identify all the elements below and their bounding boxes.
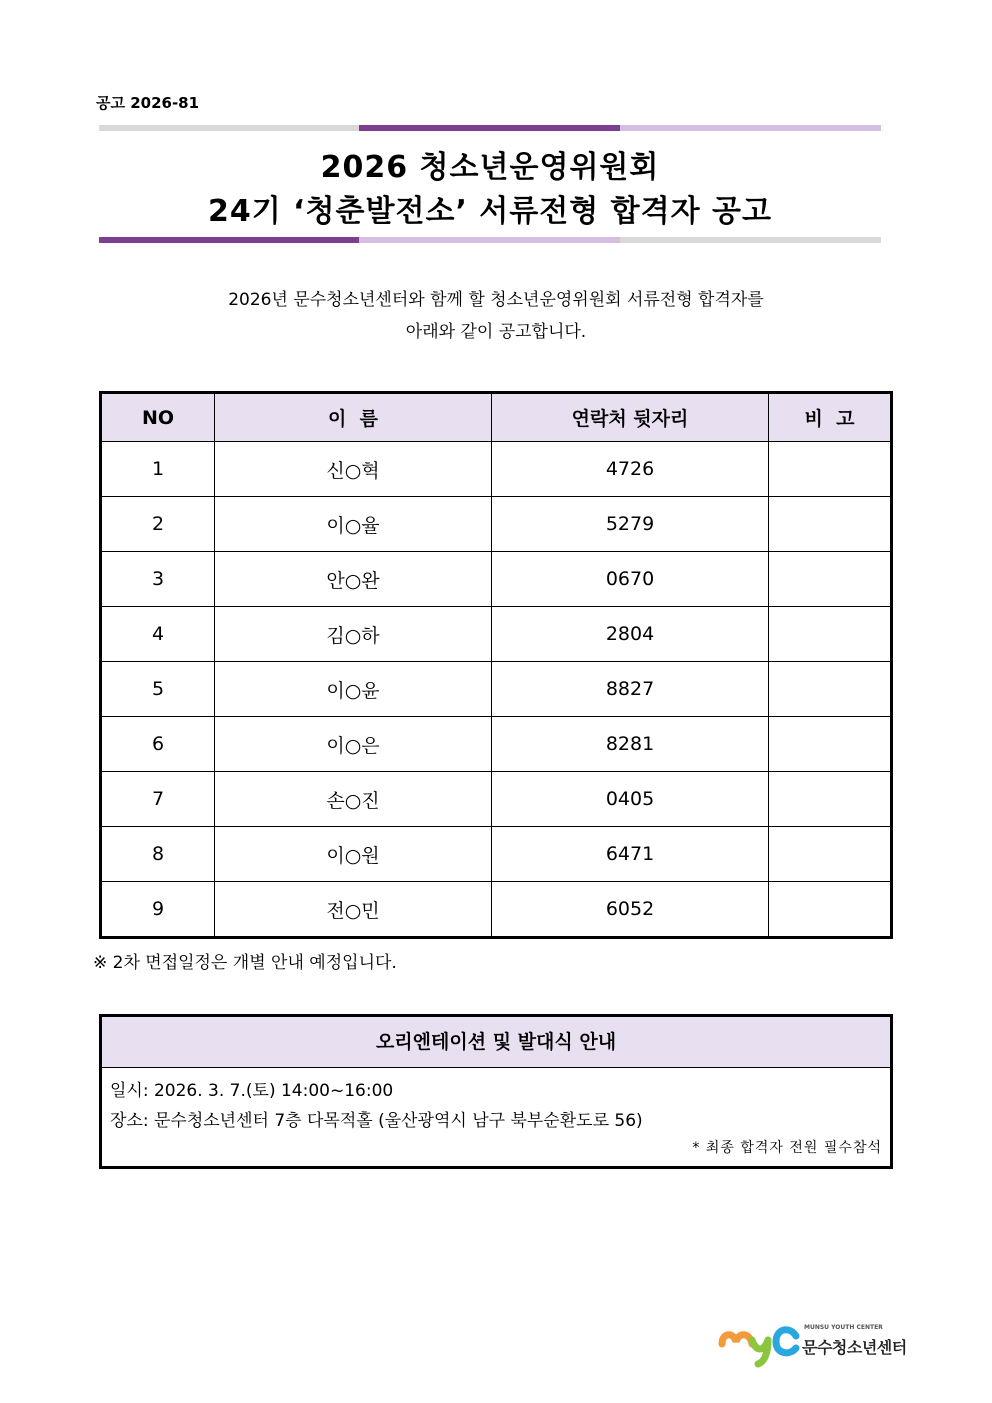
- cell-name: 이○윤: [215, 662, 492, 717]
- bottom-bar-purple: [99, 237, 359, 243]
- col-header-name: 이 름: [215, 393, 492, 442]
- cell-phone: 6052: [492, 882, 769, 938]
- top-bar-light-purple: [620, 125, 881, 131]
- results-table: [99, 391, 893, 939]
- table-row: [101, 772, 892, 827]
- cell-no: 8: [101, 827, 215, 882]
- cell-note: [769, 882, 892, 938]
- info-place: 장소: 문수청소년센터 7층 다목적홀 (울산광역시 남구 북부순환도로 56): [110, 1111, 643, 1131]
- cell-name: 김○하: [215, 607, 492, 662]
- cell-note: [769, 662, 892, 717]
- cell-phone: 5279: [492, 497, 769, 552]
- table-row: [101, 442, 892, 497]
- cell-no: 3: [101, 552, 215, 607]
- col-header-note: 비 고: [769, 393, 892, 442]
- cell-name: 안○완: [215, 552, 492, 607]
- cell-name: 전○민: [215, 882, 492, 938]
- table-row: [101, 552, 892, 607]
- cell-name: 이○은: [215, 717, 492, 772]
- info-body: [102, 1068, 890, 1166]
- cell-phone: 0405: [492, 772, 769, 827]
- cell-no: 2: [101, 497, 215, 552]
- cell-note: [769, 772, 892, 827]
- cell-phone: 8281: [492, 717, 769, 772]
- orientation-info-box: [99, 1014, 893, 1169]
- bottom-bar-grey: [620, 237, 881, 243]
- cell-note: [769, 497, 892, 552]
- cell-note: [769, 607, 892, 662]
- col-header-no: NO: [101, 393, 215, 442]
- page-title-line1: 2026 청소년운영위원회: [320, 150, 660, 185]
- table-row: [101, 882, 892, 938]
- cell-note: [769, 552, 892, 607]
- cell-phone: 0670: [492, 552, 769, 607]
- logo-english-text: MUNSU YOUTH CENTER: [804, 1324, 883, 1331]
- table-row: [101, 662, 892, 717]
- notice-number: 공고 2026-81: [96, 94, 200, 112]
- cell-no: 7: [101, 772, 215, 827]
- table-row: [101, 497, 892, 552]
- intro-line1: 2026년 문수청소년센터와 함께 할 청소년운영위원회 서류전형 합격자를: [228, 290, 764, 310]
- cell-phone: 2804: [492, 607, 769, 662]
- cell-phone: 4726: [492, 442, 769, 497]
- cell-no: 9: [101, 882, 215, 938]
- info-title: 오리엔테이션 및 발대식 안내: [102, 1017, 890, 1068]
- cell-no: 5: [101, 662, 215, 717]
- top-bar-purple: [359, 125, 620, 131]
- center-logo: [718, 1322, 908, 1368]
- cell-no: 4: [101, 607, 215, 662]
- intro-line2: 아래와 같이 공고합니다.: [405, 322, 587, 342]
- cell-note: [769, 442, 892, 497]
- intro-text: [99, 284, 893, 348]
- cell-phone: 6471: [492, 827, 769, 882]
- bottom-bar-light-purple: [359, 237, 620, 243]
- interview-footnote: ※ 2차 면접일정은 개별 안내 예정입니다.: [93, 953, 397, 973]
- table-row: [101, 717, 892, 772]
- info-date: 일시: 2026. 3. 7.(토) 14:00~16:00: [110, 1081, 394, 1101]
- col-header-phone: 연락처 뒷자리: [492, 393, 769, 442]
- cell-name: 손○진: [215, 772, 492, 827]
- table-row: [101, 607, 892, 662]
- cell-no: 6: [101, 717, 215, 772]
- cell-note: [769, 717, 892, 772]
- cell-phone: 8827: [492, 662, 769, 717]
- cell-name: 신○혁: [215, 442, 492, 497]
- cell-name: 이○율: [215, 497, 492, 552]
- table-row: [101, 827, 892, 882]
- myc-logo-icon: [718, 1322, 802, 1368]
- page-title-line2: 24기 ‘청춘발전소’ 서류전형 합격자 공고: [207, 194, 773, 229]
- cell-name: 이○원: [215, 827, 492, 882]
- info-note: * 최종 합격자 전원 필수참석: [692, 1140, 882, 1156]
- table-header-row: [101, 393, 892, 442]
- cell-no: 1: [101, 442, 215, 497]
- logo-korean-text: 문수청소년센터: [802, 1338, 907, 1357]
- cell-note: [769, 827, 892, 882]
- top-bar-grey: [99, 125, 359, 131]
